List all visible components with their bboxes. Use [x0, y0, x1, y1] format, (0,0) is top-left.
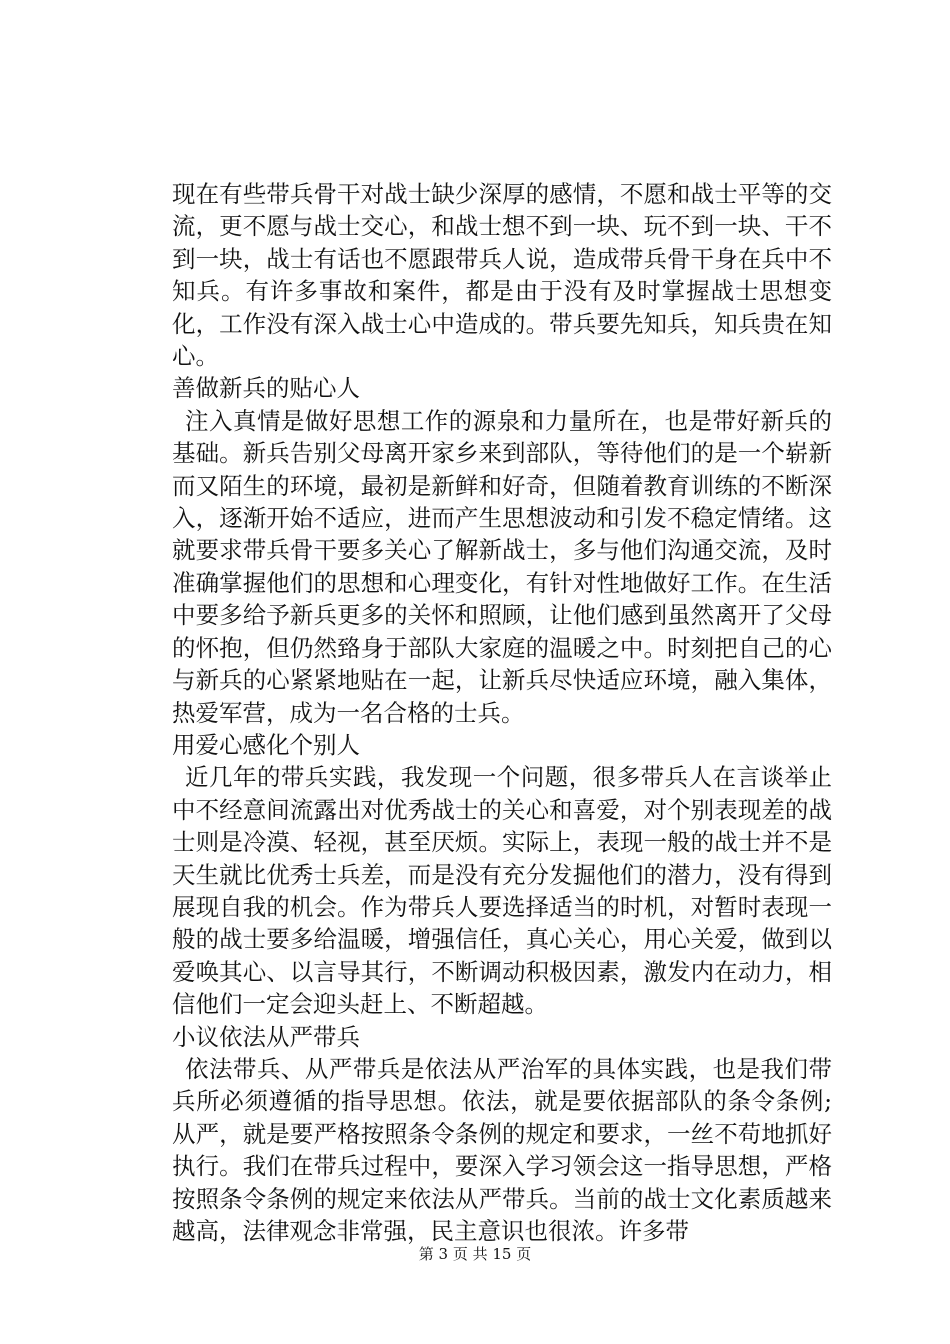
paragraph-care: 近几年的带兵实践，我发现一个问题，很多带兵人在言谈举止中不经意间流露出对优秀战士的关心和喜爱，对个别表现差的战士则是冷漠、轻视，甚至厌烦。实际上，表现一般的战士并不是天生就比优秀士兵差，而是没有充分发掘他们的潜力，没有得到展现自我的机会。作为带兵人要选择适当的时机，对暂时表现一般的战士要多给温暖，增强信任，真心关心，用心关爱，做到以爱唤其心、以言导其行，不断调动积极因素，激发内在动力，相信他们一定会迎头赶上、不断超越。 [172, 763, 832, 1019]
page-footer: 第 3 页 共 15 页 [418, 1245, 532, 1263]
section-heading-care: 用爱心感化个别人 [172, 730, 360, 759]
paragraph-intro: 现在有些带兵骨干对战士缺少深厚的感情，不愿和战士平等的交流，更不愿与战士交心，和战士想不到一块、玩不到一块、干不到一块，战士有话也不愿跟带兵人说，造成带兵骨干身在兵中不知兵。有许多事故和案件，都是由于没有及时掌握战士思想变化，工作没有深入战士心中造成的。带兵要先知兵，知兵贵在知心。 [172, 180, 832, 371]
paragraph-new-recruits: 注入真情是做好思想工作的源泉和力量所在，也是带好新兵的基础。新兵告别父母离开家乡来到部队，等待他们的是一个崭新而又陌生的环境，最初是新鲜和好奇，但随着教育训练的不断深入，逐渐开始不适应，进而产生思想波动和引发不稳定情绪。这就要求带兵骨干要多关心了解新战士，多与他们沟通交流，及时准确掌握他们的思想和心理变化，有针对性地做好工作。在生活中要多给予新兵更多的关怀和照顾，让他们感到虽然离开了父母的怀抱，但仍然臵身于部队大家庭的温暖之中。时刻把自己的心与新兵的心紧紧地贴在一起，让新兵尽快适应环境，融入集体，热爱军营，成为一名合格的士兵。 [172, 406, 832, 727]
paragraph-law: 依法带兵、从严带兵是依法从严治军的具体实践，也是我们带兵所必须遵循的指导思想。依法，就是要依据部队的条令条例;从严，就是要严格按照条令条例的规定和要求，一丝不苟地抓好执行。我们在带兵过程中，要深入学习领会这一指导思想，严格按照条令条例的规定来依法从严带兵。当前的战士文化素质越来越高，法律观念非常强，民主意识也很浓。许多带 [172, 1054, 832, 1245]
section-heading-new-recruits: 善做新兵的贴心人 [172, 374, 360, 403]
document-body [172, 178, 832, 1247]
section-heading-law: 小议依法从严带兵 [172, 1022, 360, 1051]
